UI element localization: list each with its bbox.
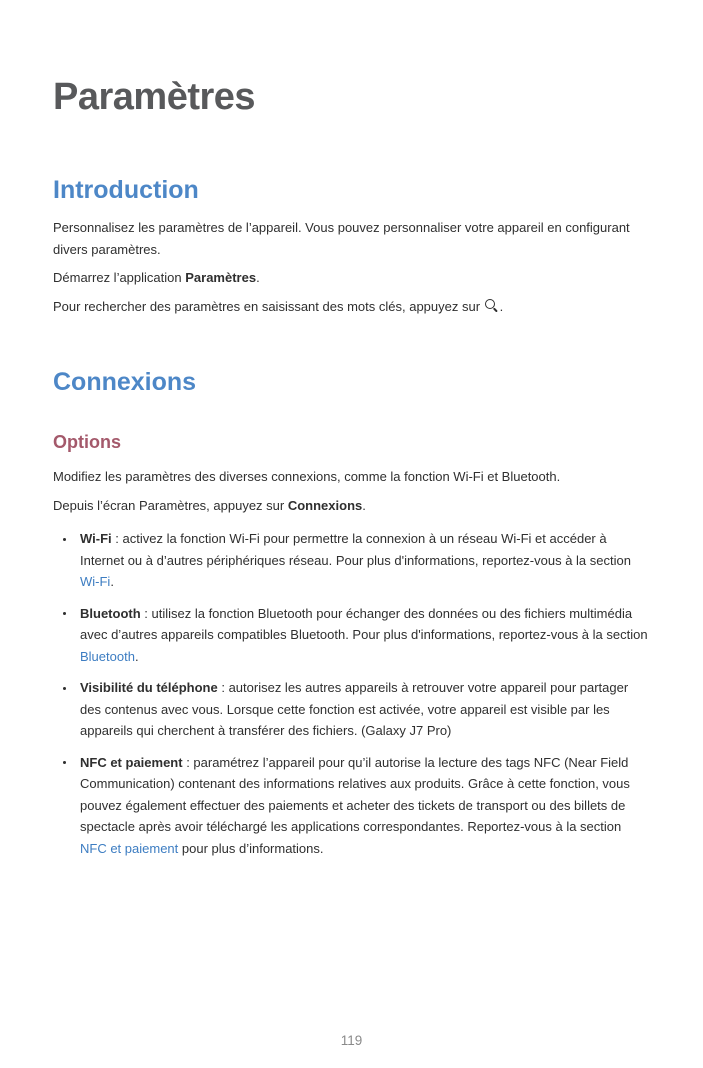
link-nfc-et-paiement[interactable]: NFC et paiement <box>80 840 179 856</box>
text: . <box>256 270 260 285</box>
text: Depuis l’écran Paramètres, appuyez sur <box>53 497 288 513</box>
intro-paragraph-2 <box>53 267 650 289</box>
search-icon <box>485 299 499 313</box>
bullet-text <box>80 680 628 738</box>
text: Démarrez l’application <box>53 270 186 285</box>
text: Personnalisez les paramètres de l’appareil. Vous pouvez personnaliser votre appareil en configurant divers paramètres. <box>53 220 630 257</box>
section-heading-connexions: Connexions <box>53 368 197 396</box>
options-bullet-list <box>53 528 650 859</box>
bullet-dot-icon <box>63 761 66 764</box>
bullet-dot-icon <box>63 687 66 690</box>
bullet-dot-icon <box>63 612 66 615</box>
bullet-item <box>53 603 650 668</box>
intro-paragraph-1 <box>53 217 650 260</box>
section-heading-introduction: Introduction <box>53 176 199 204</box>
bullet-item <box>53 752 650 860</box>
bullet-text <box>80 755 630 856</box>
text: : paramétrez l’appareil pour qu’il autorise la lecture des tags NFC (Near Field Communication) contenant des informations relatives aux produits. Grâce à cette fonction, vous pouvez également effectuer des paiements et acheter des tickets de transport ou des billets de spectacle après avoir téléchargé les applications correspondantes. Reportez-vous à la section <box>80 754 630 834</box>
bold-text: Wi-Fi <box>80 531 112 546</box>
text: Modifiez les paramètres des diverses connexions, comme la fonction Wi-Fi et Bluetooth. <box>53 469 561 484</box>
bullet-text <box>80 606 648 664</box>
bullet-item <box>53 677 650 742</box>
options-paragraph-1 <box>53 466 650 488</box>
text: : autorisez les autres appareils à retrouver votre appareil pour partager des contenus avec vous. Lorsque cette fonction est activée, votre appareil est visible par les appareils qui cherchent à transférer des fichiers. (Galaxy J7 Pro) <box>80 680 629 738</box>
text: . <box>110 574 114 589</box>
link-bluetooth[interactable]: Bluetooth <box>80 648 135 664</box>
page-number: 119 <box>340 1033 363 1048</box>
options-paragraph-2 <box>53 495 650 517</box>
text: pour plus d’informations. <box>178 840 324 856</box>
text: . <box>362 497 366 513</box>
bold-text: Visibilité du téléphone <box>80 680 218 695</box>
intro-paragraph-3 <box>53 296 650 318</box>
page-title: Paramètres <box>53 76 256 118</box>
bold-text: Paramètres <box>185 270 257 285</box>
bullet-dot-icon <box>63 538 66 541</box>
text: : utilisez la fonction Bluetooth pour échanger des données ou des fichiers multimédia avec d’autres appareils compatibles Bluetooth. Pour plus d'informations, reportez-vous à la section <box>80 605 648 642</box>
manual-page <box>0 74 703 1068</box>
text: . <box>134 648 139 664</box>
text: Pour rechercher des paramètres en saisissant des mots clés, appuyez sur <box>53 298 484 314</box>
bullet-item <box>53 528 650 593</box>
text: : activez la fonction Wi-Fi pour permettre la connexion à un réseau Wi-Fi et accéder à Internet ou à d’autres périphériques réseau. Pour plus d'informations, reportez-vous à la section <box>80 531 631 568</box>
subsection-heading-options: Options <box>53 432 121 452</box>
bold-text: Bluetooth <box>80 605 141 621</box>
text: . <box>499 298 504 314</box>
bold-text: Connexions <box>287 497 363 513</box>
bold-text: NFC et paiement <box>80 754 183 770</box>
link-wifi[interactable]: Wi-Fi <box>80 574 111 589</box>
bullet-text <box>80 531 631 589</box>
